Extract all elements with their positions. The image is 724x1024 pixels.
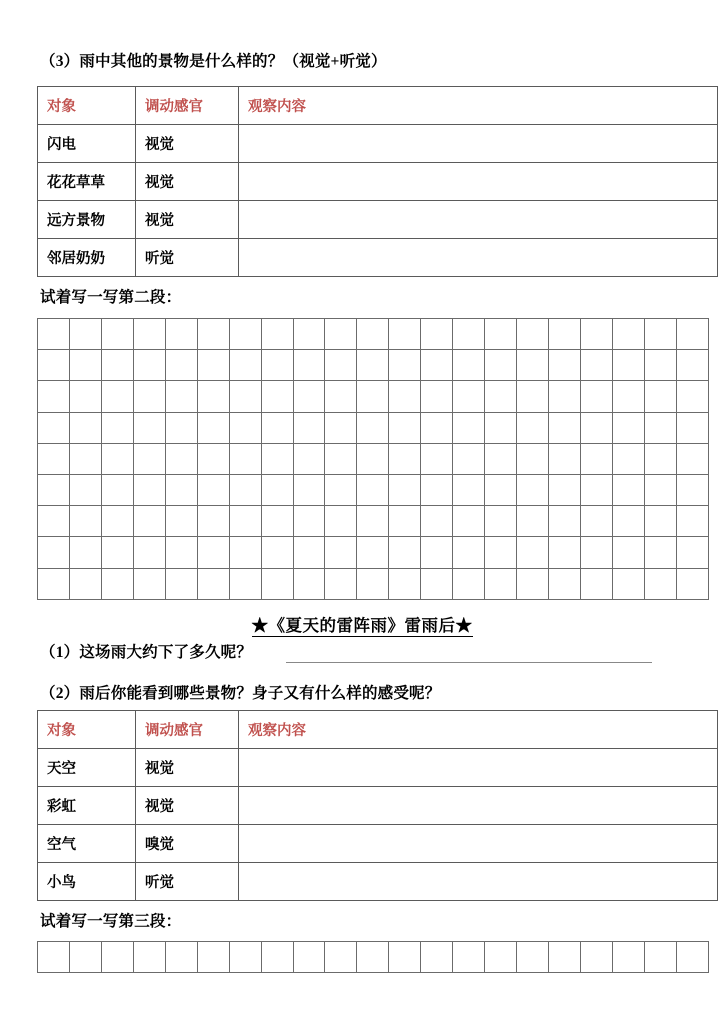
writing-grid-cell[interactable] [517,537,549,568]
writing-grid-cell[interactable] [485,506,517,537]
writing-grid-cell[interactable] [644,474,676,505]
table-row [38,125,718,163]
rain-observation-table [37,86,718,277]
writing-grid-cell[interactable] [676,350,708,381]
writing-grid-cell[interactable] [38,381,70,412]
writing-grid-cell[interactable] [644,412,676,443]
writing-grid-cell[interactable] [69,506,101,537]
writing-grid-cell[interactable] [421,350,453,381]
writing-grid-cell[interactable] [453,381,485,412]
writing-grid-cell[interactable] [676,568,708,599]
writing-grid-cell[interactable] [38,412,70,443]
cell-sense: 视觉 [136,749,239,787]
writing-grid-cell[interactable] [517,381,549,412]
writing-grid-cell[interactable] [485,412,517,443]
table-row [38,239,718,277]
cell-content-input[interactable] [239,863,718,901]
writing-grid-cell[interactable] [69,412,101,443]
cell-content-input[interactable] [239,239,718,277]
writing-grid-cell[interactable] [229,506,261,537]
writing-grid-cell[interactable] [517,319,549,350]
writing-grid-cell[interactable] [101,568,133,599]
writing-grid-cell[interactable] [676,319,708,350]
writing-grid-cell[interactable] [357,443,389,474]
writing-grid-cell[interactable] [229,443,261,474]
writing-grid-cell[interactable] [357,942,389,973]
writing-grid-cell[interactable] [293,381,325,412]
writing-grid-cell[interactable] [549,942,581,973]
writing-grid-cell[interactable] [133,350,165,381]
writing-grid-cell[interactable] [293,443,325,474]
writing-grid-cell[interactable] [165,942,197,973]
writing-grid-cell[interactable] [38,474,70,505]
writing-grid-cell[interactable] [580,381,612,412]
cell-sense: 听觉 [136,239,239,277]
cell-object: 彩虹 [38,787,136,825]
writing-grid-cell[interactable] [165,381,197,412]
writing-grid-cell[interactable] [197,942,229,973]
after-rain-observation-table [37,710,718,901]
cell-content-input[interactable] [239,787,718,825]
writing-grid-cell[interactable] [229,412,261,443]
writing-grid-cell[interactable] [421,319,453,350]
writing-grid-cell[interactable] [133,942,165,973]
writing-grid-row [38,942,709,973]
writing-grid-cell[interactable] [197,443,229,474]
writing-grid-cell[interactable] [453,319,485,350]
writing-grid-cell[interactable] [389,942,421,973]
cell-object: 远方景物 [38,201,136,239]
writing-grid-cell[interactable] [229,350,261,381]
writing-grid-cell[interactable] [325,942,357,973]
writing-grid-cell[interactable] [165,319,197,350]
cell-sense: 嗅觉 [136,825,239,863]
writing-grid-cell[interactable] [357,474,389,505]
writing-grid-cell[interactable] [165,537,197,568]
writing-grid-cell[interactable] [517,942,549,973]
writing-grid-cell[interactable] [644,381,676,412]
writing-grid-cell[interactable] [612,568,644,599]
writing-grid-cell[interactable] [38,350,70,381]
writing-grid-cell[interactable] [165,443,197,474]
writing-grid-cell[interactable] [101,381,133,412]
writing-grid-cell[interactable] [197,506,229,537]
writing-grid-cell[interactable] [293,568,325,599]
writing-grid-cell[interactable] [644,350,676,381]
writing-grid-row [38,381,709,412]
writing-grid-cell[interactable] [133,412,165,443]
writing-grid-cell[interactable] [325,537,357,568]
cell-object: 空气 [38,825,136,863]
writing-grid-cell[interactable] [133,319,165,350]
writing-grid-cell[interactable] [357,412,389,443]
writing-grid-cell[interactable] [389,474,421,505]
table-row [38,863,718,901]
writing-grid-cell[interactable] [133,537,165,568]
table-row [38,787,718,825]
writing-grid-cell[interactable] [197,412,229,443]
writing-grid-cell[interactable] [389,412,421,443]
write-prompt-paragraph-2: 试着写一写第二段： [40,289,182,306]
writing-grid-cell[interactable] [293,319,325,350]
writing-grid-cell[interactable] [676,506,708,537]
writing-grid-cell[interactable] [261,537,293,568]
writing-grid-cell[interactable] [421,942,453,973]
writing-grid-cell[interactable] [197,350,229,381]
writing-grid-cell[interactable] [453,412,485,443]
writing-grid-cell[interactable] [421,506,453,537]
table-header-object: 对象 [38,87,136,125]
writing-grid-cell[interactable] [612,506,644,537]
writing-grid-cell[interactable] [229,381,261,412]
writing-grid-cell[interactable] [261,319,293,350]
cell-sense: 视觉 [136,125,239,163]
writing-grid-cell[interactable] [676,537,708,568]
question-1-answer-line[interactable] [286,662,652,663]
writing-grid-cell[interactable] [69,942,101,973]
writing-grid-cell[interactable] [69,319,101,350]
writing-grid-cell[interactable] [325,443,357,474]
table-row [38,201,718,239]
writing-grid-cell[interactable] [133,568,165,599]
write-prompt-paragraph-3: 试着写一写第三段： [40,913,182,930]
writing-grid-cell[interactable] [38,942,70,973]
writing-grid-row [38,474,709,505]
writing-grid-cell[interactable] [421,381,453,412]
table-row [38,163,718,201]
writing-grid-cell[interactable] [580,537,612,568]
writing-grid-row [38,350,709,381]
writing-grid-cell[interactable] [261,350,293,381]
writing-grid-cell[interactable] [38,568,70,599]
writing-grid-cell[interactable] [133,381,165,412]
writing-grid-cell[interactable] [612,319,644,350]
writing-grid-cell[interactable] [517,474,549,505]
writing-grid-cell[interactable] [453,506,485,537]
writing-grid-cell[interactable] [101,350,133,381]
writing-grid-cell[interactable] [485,443,517,474]
writing-grid-cell[interactable] [325,568,357,599]
writing-grid-cell[interactable] [421,474,453,505]
writing-grid-cell[interactable] [644,319,676,350]
writing-grid-cell[interactable] [101,942,133,973]
cell-content-input[interactable] [239,125,718,163]
writing-grid-cell[interactable] [389,568,421,599]
writing-grid-cell[interactable] [38,506,70,537]
writing-grid-cell[interactable] [453,443,485,474]
writing-grid-cell[interactable] [580,474,612,505]
writing-grid-cell[interactable] [357,537,389,568]
writing-grid-cell[interactable] [69,537,101,568]
writing-grid-cell[interactable] [644,942,676,973]
writing-grid-cell[interactable] [38,319,70,350]
writing-grid-row [38,319,709,350]
writing-grid-row [38,412,709,443]
writing-grid-cell[interactable] [389,319,421,350]
writing-grid-cell[interactable] [421,537,453,568]
writing-grid-cell[interactable] [165,506,197,537]
writing-grid-cell[interactable] [549,443,581,474]
writing-grid-cell[interactable] [485,942,517,973]
writing-grid-cell[interactable] [197,568,229,599]
writing-grid-cell[interactable] [549,537,581,568]
writing-grid-cell[interactable] [325,319,357,350]
writing-grid-cell[interactable] [580,443,612,474]
table-header-sense: 调动感官 [136,711,239,749]
writing-grid-cell[interactable] [357,568,389,599]
writing-grid-cell[interactable] [549,350,581,381]
table-header-sense: 调动感官 [136,87,239,125]
writing-grid-cell[interactable] [197,319,229,350]
writing-grid-cell[interactable] [580,942,612,973]
table-row [38,749,718,787]
writing-grid-cell[interactable] [293,412,325,443]
cell-sense: 听觉 [136,863,239,901]
star-icon-right: ★ [455,616,473,635]
writing-grid-cell[interactable] [676,443,708,474]
writing-grid-cell[interactable] [421,568,453,599]
writing-grid-cell[interactable] [229,319,261,350]
question-2-text: （2）雨后你能看到哪些景物？身子又有什么样的感受呢？ [40,685,441,702]
writing-grid-cell[interactable] [517,568,549,599]
writing-grid-cell[interactable] [69,350,101,381]
writing-grid-cell[interactable] [517,443,549,474]
writing-grid-cell[interactable] [101,474,133,505]
writing-grid-row [38,443,709,474]
cell-content-input[interactable] [239,163,718,201]
writing-grid-cell[interactable] [517,350,549,381]
writing-grid-cell[interactable] [38,537,70,568]
writing-grid-cell[interactable] [69,381,101,412]
writing-grid-cell[interactable] [453,942,485,973]
section-title-text: 《夏天的雷阵雨》雷雨后 [268,616,456,635]
cell-object: 小鸟 [38,863,136,901]
writing-grid-cell[interactable] [389,381,421,412]
writing-grid-cell[interactable] [453,568,485,599]
cell-sense: 视觉 [136,201,239,239]
writing-grid-cell[interactable] [197,537,229,568]
writing-grid-row [38,537,709,568]
writing-grid-cell[interactable] [676,474,708,505]
writing-grid-cell[interactable] [165,350,197,381]
cell-content-input[interactable] [239,825,718,863]
writing-grid-cell[interactable] [453,537,485,568]
writing-grid-cell[interactable] [485,474,517,505]
writing-grid-cell[interactable] [165,474,197,505]
writing-grid-cell[interactable] [612,537,644,568]
writing-grid-cell[interactable] [485,568,517,599]
writing-grid-cell[interactable] [485,537,517,568]
star-icon-left: ★ [251,616,269,635]
table-header-content: 观察内容 [239,87,718,125]
writing-grid-cell[interactable] [229,474,261,505]
writing-grid-cell[interactable] [261,568,293,599]
writing-grid-cell[interactable] [421,443,453,474]
writing-grid-cell[interactable] [612,443,644,474]
writing-grid-cell[interactable] [197,474,229,505]
writing-grid-cell[interactable] [389,537,421,568]
writing-grid-cell[interactable] [101,506,133,537]
writing-grid-cell[interactable] [357,350,389,381]
writing-grid-cell[interactable] [101,412,133,443]
writing-grid-cell[interactable] [549,412,581,443]
writing-grid-cell[interactable] [612,474,644,505]
writing-grid-cell[interactable] [580,568,612,599]
writing-grid-cell[interactable] [261,443,293,474]
cell-object: 天空 [38,749,136,787]
writing-grid-cell[interactable] [676,412,708,443]
writing-grid-cell[interactable] [261,381,293,412]
writing-grid-cell[interactable] [676,942,708,973]
writing-grid-cell[interactable] [357,319,389,350]
cell-sense: 视觉 [136,163,239,201]
writing-grid-cell[interactable] [549,568,581,599]
writing-grid-cell[interactable] [357,506,389,537]
writing-grid-cell[interactable] [325,350,357,381]
writing-grid-cell[interactable] [69,568,101,599]
writing-grid-cell[interactable] [549,506,581,537]
writing-grid-cell[interactable] [101,537,133,568]
writing-grid-cell[interactable] [197,381,229,412]
writing-grid-cell[interactable] [133,474,165,505]
table-header-row [38,87,718,125]
writing-grid-cell[interactable] [101,319,133,350]
table-row [38,825,718,863]
writing-grid-cell[interactable] [165,568,197,599]
writing-grid-cell[interactable] [389,350,421,381]
writing-grid-cell[interactable] [453,474,485,505]
writing-grid-cell[interactable] [261,942,293,973]
cell-content-input[interactable] [239,749,718,787]
writing-grid-cell[interactable] [229,942,261,973]
cell-object: 闪电 [38,125,136,163]
writing-grid-cell[interactable] [325,381,357,412]
writing-grid-cell[interactable] [612,412,644,443]
writing-grid-cell[interactable] [485,381,517,412]
writing-grid-cell[interactable] [517,506,549,537]
question-1-text: （1）这场雨大约下了多久呢？ [40,644,253,661]
cell-object: 花花草草 [38,163,136,201]
question-3-text: （3）雨中其他的景物是什么样的？（视觉+听觉） [40,53,387,70]
writing-grid-cell[interactable] [389,443,421,474]
writing-grid-cell[interactable] [644,537,676,568]
table-header-object: 对象 [38,711,136,749]
writing-grid-cell[interactable] [293,474,325,505]
writing-grid-cell[interactable] [580,350,612,381]
writing-grid-cell[interactable] [580,319,612,350]
writing-grid-cell[interactable] [644,443,676,474]
writing-grid-cell[interactable] [261,506,293,537]
writing-grid-paragraph-2[interactable] [37,318,709,600]
writing-grid-cell[interactable] [325,506,357,537]
writing-grid-cell[interactable] [69,443,101,474]
writing-grid-cell[interactable] [485,319,517,350]
writing-grid-row [38,568,709,599]
writing-grid-cell[interactable] [549,381,581,412]
cell-sense: 视觉 [136,787,239,825]
writing-grid-cell[interactable] [325,412,357,443]
writing-grid-cell[interactable] [421,412,453,443]
writing-grid-cell[interactable] [644,568,676,599]
writing-grid-cell[interactable] [165,412,197,443]
writing-grid-cell[interactable] [325,474,357,505]
writing-grid-cell[interactable] [676,381,708,412]
writing-grid-cell[interactable] [517,412,549,443]
writing-grid-cell[interactable] [293,942,325,973]
writing-grid-row [38,506,709,537]
writing-grid-cell[interactable] [133,506,165,537]
writing-grid-cell[interactable] [293,506,325,537]
writing-grid-cell[interactable] [580,412,612,443]
writing-grid-cell[interactable] [229,568,261,599]
writing-grid-cell[interactable] [549,319,581,350]
writing-grid-cell[interactable] [38,443,70,474]
cell-object: 邻居奶奶 [38,239,136,277]
writing-grid-cell[interactable] [644,506,676,537]
writing-grid-cell[interactable] [357,381,389,412]
writing-grid-cell[interactable] [612,942,644,973]
table-header-content: 观察内容 [239,711,718,749]
writing-grid-cell[interactable] [229,537,261,568]
writing-grid-cell[interactable] [261,412,293,443]
writing-grid-cell[interactable] [293,537,325,568]
writing-grid-cell[interactable] [549,474,581,505]
table-header-row [38,711,718,749]
section-title-after-rain [0,612,724,636]
writing-grid-cell[interactable] [389,506,421,537]
writing-grid-cell[interactable] [101,443,133,474]
writing-grid-cell[interactable] [293,350,325,381]
writing-grid-cell[interactable] [261,474,293,505]
writing-grid-cell[interactable] [485,350,517,381]
writing-grid-cell[interactable] [69,474,101,505]
writing-grid-cell[interactable] [612,350,644,381]
writing-grid-cell[interactable] [580,506,612,537]
writing-grid-cell[interactable] [612,381,644,412]
writing-grid-cell[interactable] [453,350,485,381]
cell-content-input[interactable] [239,201,718,239]
writing-grid-cell[interactable] [133,443,165,474]
writing-grid-paragraph-3[interactable] [37,941,709,973]
